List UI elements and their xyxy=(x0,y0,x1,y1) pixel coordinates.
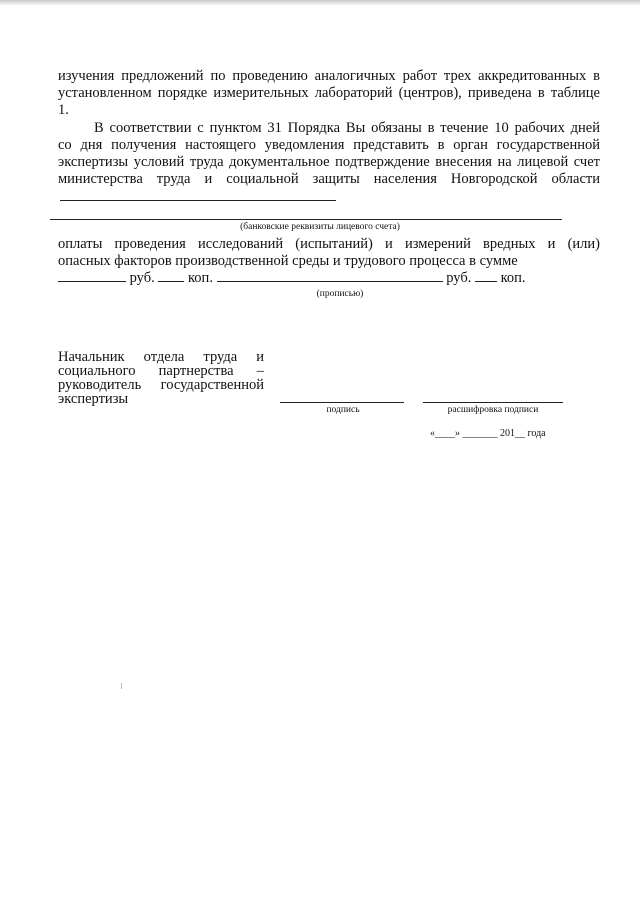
bank-details-blank-line-1 xyxy=(60,200,336,201)
paragraph-2-line: В соответствии с пунктом 31 Порядка Вы обязаны в течение 10 рабочих дней xyxy=(94,120,600,136)
signer-title-line: Начальник отдела труда и xyxy=(58,349,264,365)
paragraph-1 xyxy=(58,68,600,119)
signer-title-line: социального партнерства – xyxy=(58,363,264,379)
signature-decoding-blank-line xyxy=(423,402,563,403)
sum-kop-blank xyxy=(158,270,184,282)
paragraph-3-line: оплаты проведения исследований (испытаний) и измерений вредных и (или) xyxy=(58,236,600,252)
signature-caption: подпись xyxy=(326,405,360,415)
date-line: «____» _______ 201__ года xyxy=(430,428,546,439)
paragraph-2-line: со дня получения настоящего уведомления представить в орган государственной xyxy=(58,137,600,153)
in-words-caption: (прописью) xyxy=(316,289,364,299)
sum-line xyxy=(58,270,526,287)
paragraph-1-line: установленном порядке измерительных лабораторий (центров), приведена в таблице xyxy=(58,85,600,101)
sum-words-kop-blank xyxy=(475,270,497,282)
paragraph-1-line: 1. xyxy=(58,102,69,118)
paragraph-3-line: опасных факторов производственной среды и трудового процесса в сумме xyxy=(58,253,518,269)
scan-speck xyxy=(121,683,122,689)
sum-rub-blank xyxy=(58,270,126,282)
paragraph-2 xyxy=(58,120,600,188)
signature-decoding-caption: расшифровка подписи xyxy=(447,405,539,415)
sum-kop-label: коп. xyxy=(188,270,213,286)
sum-words-kop-label: коп. xyxy=(500,270,526,286)
sum-in-words-blank xyxy=(217,270,443,282)
signer-title-line: экспертизы xyxy=(58,391,129,407)
paragraph-2-line: министерства труда и социальной защиты населения Новгородской области xyxy=(58,171,600,187)
paragraph-3 xyxy=(58,236,600,270)
paragraph-1-line: изучения предложений по проведению аналогичных работ трех аккредитованных в xyxy=(58,68,600,84)
paragraph-2-line: экспертизы условий труда документальное подтверждение внесения на лицевой счет xyxy=(58,154,600,170)
sum-rub-label: руб. xyxy=(129,270,155,286)
scan-edge xyxy=(0,0,640,6)
signer-title-line: руководитель государственной xyxy=(58,377,264,393)
signer-title xyxy=(58,350,264,406)
bank-details-caption: (банковские реквизиты лицевого счета) xyxy=(240,222,400,232)
bank-details-blank-line-2 xyxy=(50,219,562,220)
sum-words-rub-label: руб. xyxy=(446,270,472,286)
signature-blank-line xyxy=(280,402,404,403)
